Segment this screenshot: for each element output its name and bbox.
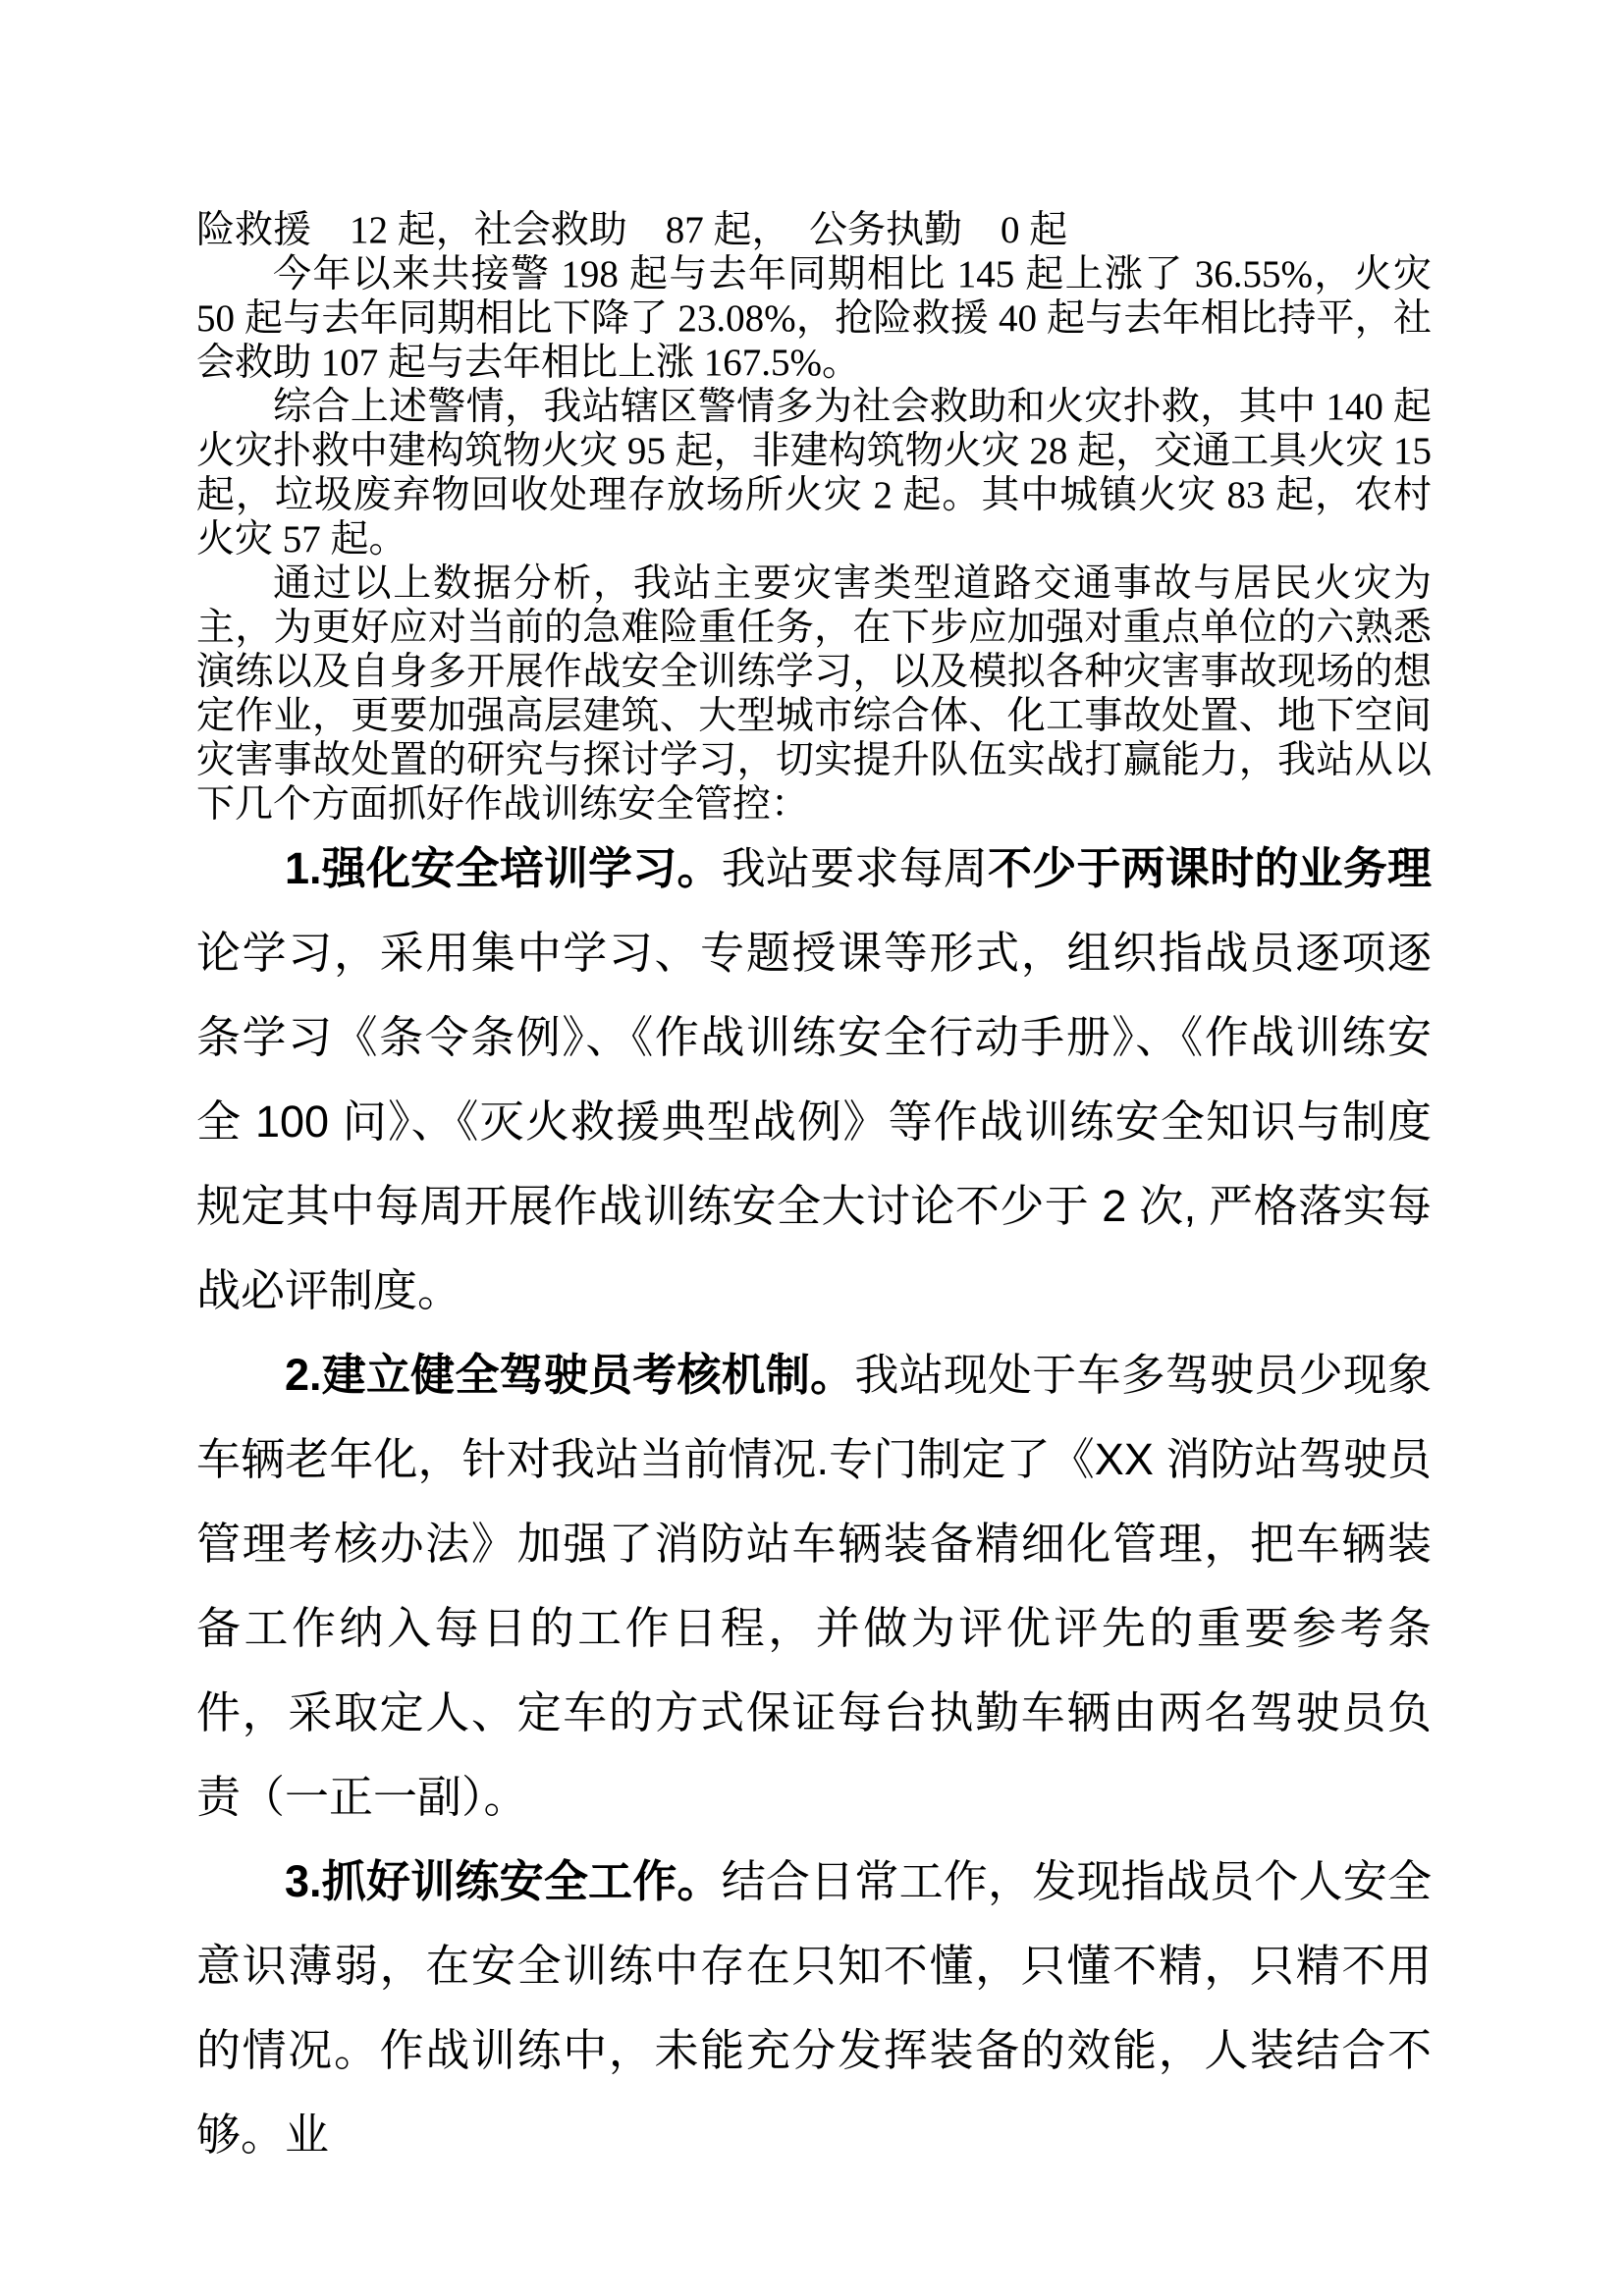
text-run: 通过以上数据分析，我站主要灾害类型道路交通事故与居民火灾为主，为更好应对当前的急难险重任务，在下步应加强对重点单位的六熟悉演练以及自身多开展作战安全训练学习，以及模拟各种灾害事故现场的想定作业，更要加强高层建筑、大型城市综合体、化工事故处置、地下空间灾害事故处置的研究与探讨学习，切实提升队伍实战打赢能力，我站从以下几个方面抓好作战训练安全管控： bbox=[196, 562, 1432, 826]
text-run: 论学习，采用集中学习、专题授课等形式，组织指战员逐项逐条学习《条令条例》、《作战训练安全行动手册》、《作战训练安全 100 问》、《灭火救援典型战例》等作战训练安全知识与制度规定其中每周开展作战训练安全大讨论不少于 2 次, 严格落实每战必评制度。 bbox=[196, 928, 1432, 1315]
text-run: 险救援 12 起，社会救助 87 起， 公务执勤 0 起 bbox=[196, 209, 1068, 251]
text-run: 我站要求每周 bbox=[721, 844, 989, 893]
text-run: 综合上述警情，我站辖区警情多为社会救助和火灾扑救，其中 140 起火灾扑救中建构筑物火灾 95 起，非建构筑物火灾 28 起，交通工具火灾 15 起，垃圾废弃物回收处理存放场所火灾 2 起。其中城镇火灾 83 起，农村火灾 57 起。 bbox=[196, 386, 1432, 561]
paragraph bbox=[196, 1840, 1432, 2177]
paragraph bbox=[196, 385, 1432, 561]
section-heading: 3.抓好训练安全工作。 bbox=[285, 1856, 722, 1906]
text-run: 我站现处于车多驾驶员少现象车辆老年化，针对我站当前情况.专门制定了《XX 消防站驾驶员管理考核办法》加强了消防站车辆装备精细化管理，把车辆装备工作纳入每日的工作日程，并做为评优评先的重要参考条件，采取定人、定车的方式保证每台执勤车辆由两名驾驶员负责（一正一副）。 bbox=[196, 1350, 1432, 1822]
text-run: 不少于两课时的业务理 bbox=[988, 843, 1432, 893]
paragraph bbox=[196, 827, 1432, 1333]
text-run: 今年以来共接警 198 起与去年同期相比 145 起上涨了 36.55%，火灾 50 起与去年同期相比下降了 23.08%，抢险救援 40 起与去年相比持平，社会救助 107 起与去年相比上涨 167.5%。 bbox=[196, 253, 1432, 384]
document-body bbox=[196, 208, 1432, 2177]
section-heading: 2.建立健全驾驶员考核机制。 bbox=[285, 1350, 855, 1400]
paragraph bbox=[196, 208, 1432, 252]
paragraph bbox=[196, 1333, 1432, 1840]
section-heading: 1.强化安全培训学习。 bbox=[285, 843, 722, 893]
text-run: 结合日常工作，发现指战员个人安全意识薄弱，在安全训练中存在只知不懂，只懂不精，只精不用的情况。作战训练中，未能充分发挥装备的效能，人装结合不够。业 bbox=[196, 1856, 1432, 2160]
paragraph bbox=[196, 561, 1432, 827]
paragraph bbox=[196, 252, 1432, 385]
